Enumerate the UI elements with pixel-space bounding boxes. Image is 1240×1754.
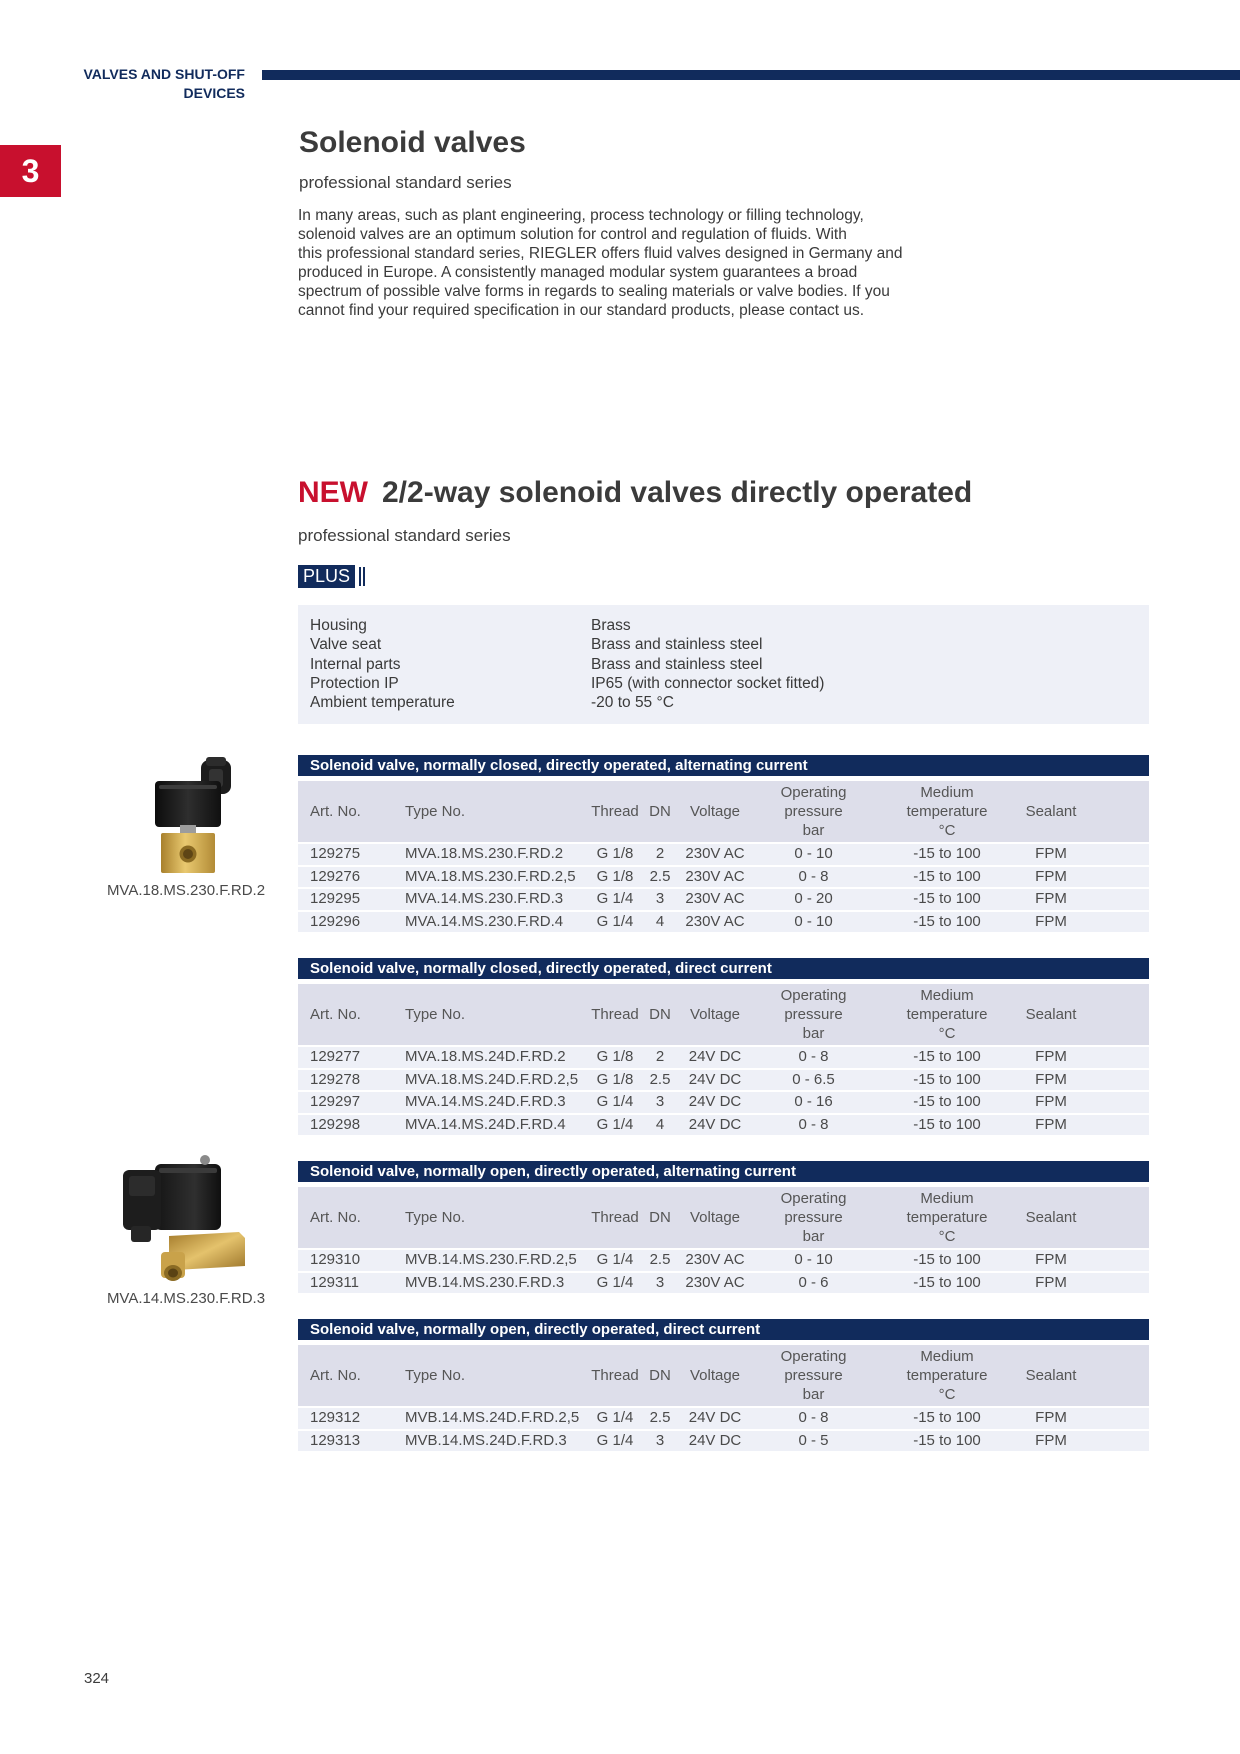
cell-dn: 3 [645, 1273, 675, 1294]
cell-thread: G 1/4 [585, 1092, 645, 1113]
cell-thread: G 1/4 [585, 1115, 645, 1136]
column-header-art-no: Art. No. [298, 1187, 398, 1248]
column-header-dn: DN [645, 781, 675, 842]
cell-sealant: FPM [1022, 1092, 1080, 1113]
column-header-line: bar [802, 822, 825, 839]
cell-type-no: MVA.14.MS.230.F.RD.4 [398, 912, 585, 933]
spec-row [310, 616, 1149, 635]
table-row [298, 1092, 1149, 1113]
spec-value: -20 to 55 °C [591, 694, 674, 712]
table-header [298, 781, 1149, 842]
badge-bar [359, 567, 361, 586]
row-filler [1080, 844, 1149, 865]
section-label-line: VALVES AND SHUT-OFF [83, 66, 245, 82]
row-filler [1080, 889, 1149, 910]
cell-art-no: 129277 [298, 1047, 398, 1068]
cell-type-no: MVA.18.MS.24D.F.RD.2,5 [398, 1070, 585, 1091]
header-rule [262, 70, 1240, 80]
cell-operating-pressure: 0 - 10 [755, 912, 872, 933]
cell-art-no: 129298 [298, 1115, 398, 1136]
header-filler [1080, 1345, 1149, 1406]
row-filler [1080, 1250, 1149, 1271]
row-filler [1080, 912, 1149, 933]
cell-thread: G 1/4 [585, 1431, 645, 1452]
cell-dn: 2.5 [645, 1070, 675, 1091]
brass-valve-body [161, 833, 215, 873]
column-header-line: Operating [780, 784, 847, 801]
cell-dn: 2.5 [645, 867, 675, 888]
solenoid-coil [155, 1155, 221, 1230]
column-header-dn: DN [645, 984, 675, 1045]
spec-value: IP65 (with connector socket fitted) [591, 674, 825, 692]
column-header-thread: Thread [585, 984, 645, 1045]
paragraph-line: cannot find your required specification in our standard products, please contact us. [298, 302, 865, 319]
cell-operating-pressure: 0 - 10 [755, 1250, 872, 1271]
row-filler [1080, 1092, 1149, 1113]
cell-medium-temperature: -15 to 100 [872, 844, 1022, 865]
spec-table [298, 779, 1149, 934]
column-header-type-no: Type No. [398, 1345, 585, 1406]
cell-operating-pressure: 0 - 20 [755, 889, 872, 910]
spec-label: Ambient temperature [310, 694, 455, 712]
table-header [298, 984, 1149, 1045]
cell-voltage: 230V AC [675, 889, 755, 910]
column-header-line: Medium [920, 1190, 974, 1207]
table-row [298, 867, 1149, 888]
connector-plug [123, 1170, 161, 1242]
cell-art-no: 129313 [298, 1431, 398, 1452]
column-header-voltage: Voltage [675, 1187, 755, 1248]
column-header-line: Medium [920, 1348, 974, 1365]
spec-label: Protection IP [310, 674, 399, 692]
column-header-line: Operating [780, 1190, 847, 1207]
column-header-voltage: Voltage [675, 1345, 755, 1406]
cell-art-no: 129276 [298, 867, 398, 888]
cell-voltage: 24V DC [675, 1047, 755, 1068]
cell-medium-temperature: -15 to 100 [872, 1431, 1022, 1452]
product-subtitle: professional standard series [298, 526, 511, 545]
column-header-operating-pressure [755, 1187, 872, 1248]
cell-voltage: 24V DC [675, 1092, 755, 1113]
cell-voltage: 230V AC [675, 912, 755, 933]
column-header-sealant: Sealant [1022, 781, 1080, 842]
cell-type-no: MVA.14.MS.230.F.RD.3 [398, 889, 585, 910]
cell-operating-pressure: 0 - 10 [755, 844, 872, 865]
header-filler [1080, 984, 1149, 1045]
header-filler [1080, 1187, 1149, 1248]
header-row [298, 1187, 1149, 1248]
spec-value: Brass and stainless steel [591, 655, 763, 673]
table-row [298, 889, 1149, 910]
cell-thread: G 1/4 [585, 1273, 645, 1294]
spec-panel [298, 605, 1149, 724]
table-title: Solenoid valve, normally closed, directly operated, direct current [298, 958, 1149, 979]
plus-badge: PLUS [298, 565, 355, 588]
paragraph-line: solenoid valves are an optimum solution for control and regulation of fluids. With [298, 226, 847, 243]
cell-medium-temperature: -15 to 100 [872, 1115, 1022, 1136]
table-row [298, 1070, 1149, 1091]
image-caption: MVA.14.MS.230.F.RD.3 [106, 1290, 266, 1307]
column-header-operating-pressure [755, 1345, 872, 1406]
column-header-sealant: Sealant [1022, 1187, 1080, 1248]
column-header-line: Operating [780, 987, 847, 1004]
column-header-line: Medium [920, 784, 974, 801]
column-header-line: temperature [906, 1209, 988, 1226]
cell-type-no: MVB.14.MS.24D.F.RD.3 [398, 1431, 585, 1452]
product-table [298, 755, 1149, 934]
cell-art-no: 129296 [298, 912, 398, 933]
cell-operating-pressure: 0 - 5 [755, 1431, 872, 1452]
table-row [298, 1250, 1149, 1271]
cell-operating-pressure: 0 - 6 [755, 1273, 872, 1294]
spec-value: Brass and stainless steel [591, 636, 763, 654]
column-header-sealant: Sealant [1022, 984, 1080, 1045]
column-header-art-no: Art. No. [298, 1345, 398, 1406]
cell-type-no: MVA.14.MS.24D.F.RD.3 [398, 1092, 585, 1113]
column-header-thread: Thread [585, 781, 645, 842]
image-caption: MVA.18.MS.230.F.RD.2 [106, 882, 266, 899]
brass-valve-body [161, 1232, 245, 1281]
cell-thread: G 1/4 [585, 889, 645, 910]
spec-label: Housing [310, 617, 367, 634]
table-row [298, 1047, 1149, 1068]
cell-dn: 2 [645, 1047, 675, 1068]
cell-voltage: 230V AC [675, 1273, 755, 1294]
spec-table [298, 982, 1149, 1137]
column-header-line: temperature [906, 1367, 988, 1384]
cell-sealant: FPM [1022, 1273, 1080, 1294]
column-header-line: °C [938, 1386, 956, 1403]
cell-type-no: MVA.18.MS.24D.F.RD.2 [398, 1047, 585, 1068]
column-header-line: Medium [920, 987, 974, 1004]
column-header-line: pressure [784, 1209, 843, 1226]
column-header-line: °C [938, 1228, 956, 1245]
table-row [298, 1115, 1149, 1136]
cell-sealant: FPM [1022, 912, 1080, 933]
cell-sealant: FPM [1022, 1408, 1080, 1429]
table-row [298, 1408, 1149, 1429]
table-row [298, 912, 1149, 933]
cell-art-no: 129311 [298, 1273, 398, 1294]
header-row [298, 1345, 1149, 1406]
section-label [0, 65, 245, 103]
cell-art-no: 129297 [298, 1092, 398, 1113]
column-header-medium-temperature [872, 984, 1022, 1045]
column-header-sealant: Sealant [1022, 1345, 1080, 1406]
cell-medium-temperature: -15 to 100 [872, 889, 1022, 910]
table-row [298, 1431, 1149, 1452]
cell-voltage: 24V DC [675, 1115, 755, 1136]
cell-sealant: FPM [1022, 1250, 1080, 1271]
cell-thread: G 1/8 [585, 1047, 645, 1068]
column-header-line: bar [802, 1025, 825, 1042]
cell-medium-temperature: -15 to 100 [872, 867, 1022, 888]
column-header-medium-temperature [872, 781, 1022, 842]
row-filler [1080, 1115, 1149, 1136]
table-header [298, 1187, 1149, 1248]
column-header-operating-pressure [755, 781, 872, 842]
column-header-line: temperature [906, 1006, 988, 1023]
cell-operating-pressure: 0 - 8 [755, 867, 872, 888]
header-row [298, 984, 1149, 1045]
column-header-line: pressure [784, 803, 843, 820]
cell-medium-temperature: -15 to 100 [872, 912, 1022, 933]
cell-sealant: FPM [1022, 1431, 1080, 1452]
column-header-line: temperature [906, 803, 988, 820]
cell-thread: G 1/8 [585, 844, 645, 865]
cell-dn: 2.5 [645, 1250, 675, 1271]
cell-dn: 3 [645, 1431, 675, 1452]
cell-type-no: MVA.14.MS.24D.F.RD.4 [398, 1115, 585, 1136]
column-header-art-no: Art. No. [298, 984, 398, 1045]
chapter-tab: 3 [0, 145, 61, 197]
spec-value: Brass [591, 617, 631, 634]
cell-sealant: FPM [1022, 1115, 1080, 1136]
product-title [298, 475, 972, 511]
column-header-line: bar [802, 1228, 825, 1245]
column-header-thread: Thread [585, 1345, 645, 1406]
column-header-line: bar [802, 1386, 825, 1403]
table-row [298, 844, 1149, 865]
cell-art-no: 129278 [298, 1070, 398, 1091]
row-filler [1080, 1431, 1149, 1452]
row-filler [1080, 867, 1149, 888]
cell-thread: G 1/4 [585, 1408, 645, 1429]
row-filler [1080, 1273, 1149, 1294]
spec-table [298, 1343, 1149, 1453]
column-header-line: Operating [780, 1348, 847, 1365]
paragraph-line: produced in Europe. A consistently managed modular system guarantees a broad [298, 264, 858, 281]
cell-type-no: MVA.18.MS.230.F.RD.2 [398, 844, 585, 865]
cell-voltage: 24V DC [675, 1431, 755, 1452]
cell-art-no: 129295 [298, 889, 398, 910]
page-title: Solenoid valves [299, 126, 526, 159]
solenoid-coil [155, 781, 221, 827]
cell-sealant: FPM [1022, 889, 1080, 910]
new-label: NEW [298, 476, 368, 509]
cell-art-no: 129275 [298, 844, 398, 865]
row-filler [1080, 1047, 1149, 1068]
spec-row [310, 674, 1149, 693]
product-table [298, 958, 1149, 1137]
column-header-medium-temperature [872, 1187, 1022, 1248]
cell-thread: G 1/4 [585, 912, 645, 933]
spec-label: Internal parts [310, 655, 401, 673]
cell-voltage: 24V DC [675, 1070, 755, 1091]
spec-table [298, 1185, 1149, 1295]
cell-operating-pressure: 0 - 8 [755, 1115, 872, 1136]
cell-medium-temperature: -15 to 100 [872, 1273, 1022, 1294]
paragraph-line: spectrum of possible valve forms in regards to sealing materials or valve bodies. If you [298, 283, 890, 300]
cell-operating-pressure: 0 - 6.5 [755, 1070, 872, 1091]
solenoid-valve-upright-icon [151, 757, 244, 874]
column-header-thread: Thread [585, 1187, 645, 1248]
paragraph-line: In many areas, such as plant engineering, process technology or filling technology, [298, 207, 864, 224]
table-title: Solenoid valve, normally open, directly operated, direct current [298, 1319, 1149, 1340]
cell-sealant: FPM [1022, 1047, 1080, 1068]
row-filler [1080, 1070, 1149, 1091]
cell-medium-temperature: -15 to 100 [872, 1092, 1022, 1113]
header-filler [1080, 781, 1149, 842]
column-header-operating-pressure [755, 984, 872, 1045]
cell-thread: G 1/8 [585, 1070, 645, 1091]
row-filler [1080, 1408, 1149, 1429]
cell-dn: 2 [645, 844, 675, 865]
table-title: Solenoid valve, normally open, directly operated, alternating current [298, 1161, 1149, 1182]
column-header-dn: DN [645, 1187, 675, 1248]
cell-type-no: MVB.14.MS.24D.F.RD.2,5 [398, 1408, 585, 1429]
cell-sealant: FPM [1022, 844, 1080, 865]
cell-dn: 4 [645, 1115, 675, 1136]
cell-art-no: 129312 [298, 1408, 398, 1429]
column-header-type-no: Type No. [398, 781, 585, 842]
cell-sealant: FPM [1022, 1070, 1080, 1091]
column-header-type-no: Type No. [398, 984, 585, 1045]
paragraph-line: this professional standard series, RIEGLER offers fluid valves designed in Germany and [298, 245, 903, 262]
column-header-art-no: Art. No. [298, 781, 398, 842]
cell-thread: G 1/4 [585, 1250, 645, 1271]
cell-operating-pressure: 0 - 8 [755, 1047, 872, 1068]
header-row [298, 781, 1149, 842]
cell-medium-temperature: -15 to 100 [872, 1070, 1022, 1091]
cell-voltage: 230V AC [675, 867, 755, 888]
cell-dn: 3 [645, 889, 675, 910]
cell-art-no: 129310 [298, 1250, 398, 1271]
product-title-text: 2/2-way solenoid valves directly operated [382, 476, 973, 509]
armature-tube [180, 825, 196, 834]
cell-medium-temperature: -15 to 100 [872, 1047, 1022, 1068]
cell-medium-temperature: -15 to 100 [872, 1250, 1022, 1271]
cell-type-no: MVA.18.MS.230.F.RD.2,5 [398, 867, 585, 888]
column-header-voltage: Voltage [675, 984, 755, 1045]
cell-type-no: MVB.14.MS.230.F.RD.3 [398, 1273, 585, 1294]
cell-dn: 3 [645, 1092, 675, 1113]
spec-row [310, 693, 1149, 712]
table-body [298, 844, 1149, 932]
column-header-medium-temperature [872, 1345, 1022, 1406]
column-header-dn: DN [645, 1345, 675, 1406]
cell-operating-pressure: 0 - 8 [755, 1408, 872, 1429]
cell-thread: G 1/8 [585, 867, 645, 888]
table-body [298, 1047, 1149, 1135]
cell-voltage: 230V AC [675, 844, 755, 865]
table-header [298, 1345, 1149, 1406]
column-header-line: °C [938, 1025, 956, 1042]
cell-dn: 2.5 [645, 1408, 675, 1429]
column-header-voltage: Voltage [675, 781, 755, 842]
product-table [298, 1161, 1149, 1295]
table-title: Solenoid valve, normally closed, directly operated, alternating current [298, 755, 1149, 776]
product-tables [298, 755, 1149, 1477]
column-header-line: pressure [784, 1006, 843, 1023]
table-row [298, 1273, 1149, 1294]
solenoid-valve-angled-icon [121, 1154, 248, 1283]
spec-label: Valve seat [310, 636, 382, 654]
column-header-line: pressure [784, 1367, 843, 1384]
badge-bar [363, 567, 365, 586]
cell-medium-temperature: -15 to 100 [872, 1408, 1022, 1429]
page-number: 324 [84, 1670, 110, 1687]
intro-paragraph [298, 206, 903, 320]
cell-operating-pressure: 0 - 16 [755, 1092, 872, 1113]
table-body [298, 1250, 1149, 1293]
cell-voltage: 24V DC [675, 1408, 755, 1429]
cell-voltage: 230V AC [675, 1250, 755, 1271]
cell-type-no: MVB.14.MS.230.F.RD.2,5 [398, 1250, 585, 1271]
section-label-line: DEVICES [183, 85, 245, 101]
column-header-line: °C [938, 822, 956, 839]
table-body [298, 1408, 1149, 1451]
page-subtitle: professional standard series [299, 173, 512, 192]
column-header-type-no: Type No. [398, 1187, 585, 1248]
product-table [298, 1319, 1149, 1453]
cell-sealant: FPM [1022, 867, 1080, 888]
spec-row [310, 655, 1149, 674]
spec-row [310, 635, 1149, 654]
cell-dn: 4 [645, 912, 675, 933]
